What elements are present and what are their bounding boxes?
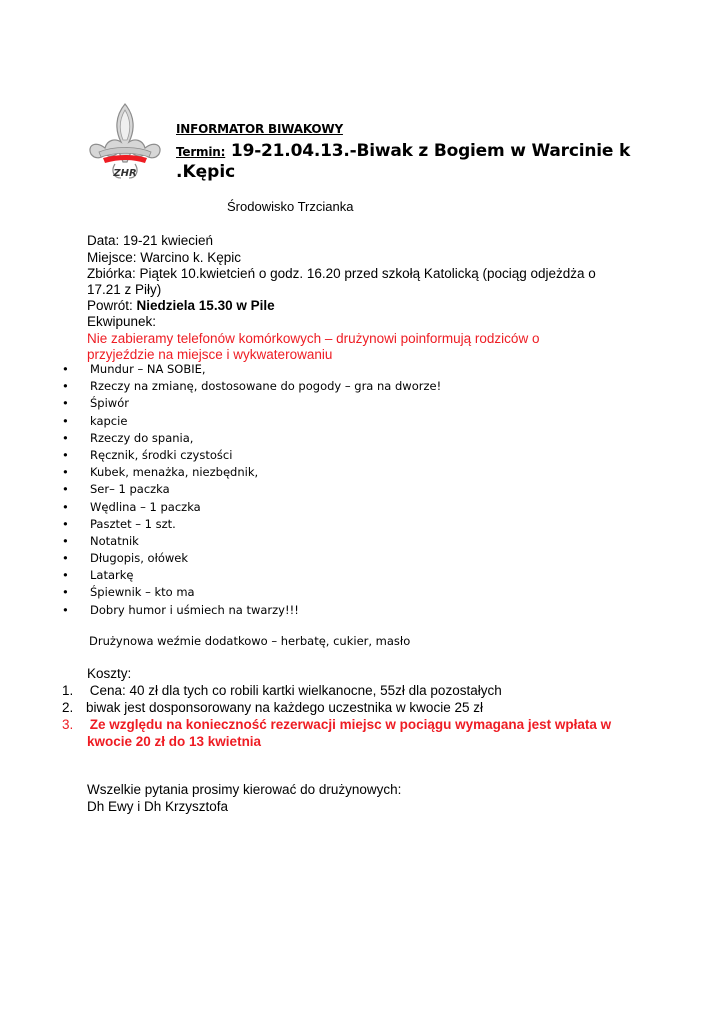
- list-item: • Długopis, ołówek: [62, 551, 189, 566]
- note-druzynowa: Drużynowa weźmie dodatkowo – herbatę, cukier, masło: [89, 634, 411, 648]
- info-zbiorka-line2: 17.21 z Piły): [87, 282, 162, 297]
- info-data: Data: 19-21 kwiecień: [87, 233, 214, 248]
- contact-line1: Wszelkie pytania prosimy kierować do drużynowych:: [87, 782, 402, 797]
- bullet-icon: •: [62, 447, 69, 462]
- list-item: • Ręcznik, środki czystości: [62, 447, 233, 462]
- bullet-icon: •: [62, 413, 69, 428]
- list-item: • Śpiewnik – kto ma: [62, 585, 195, 600]
- list-item: • Notatnik: [62, 533, 139, 548]
- termin-continuation: .Kępic: [176, 162, 236, 182]
- list-item: • Kubek, menażka, niezbędnik,: [62, 465, 259, 480]
- srodowisko: Środowisko Trzcianka: [227, 199, 354, 214]
- bullet-icon: •: [62, 568, 69, 583]
- info-powrot: [87, 298, 275, 313]
- powrot-label: Powrót:: [87, 298, 137, 313]
- bullet-icon: •: [62, 533, 69, 548]
- koszty-item-2: 2. biwak jest dosponsorowany na każdego uczestnika w kwocie 25 zł: [62, 700, 483, 715]
- bullet-icon: •: [62, 499, 69, 514]
- zhr-fleur-de-lis-logo: [85, 100, 165, 190]
- bullet-icon: •: [62, 396, 69, 411]
- bullet-icon: •: [62, 585, 69, 600]
- termin-line: [176, 141, 630, 161]
- koszty-item-3-cont: kwocie 20 zł do 13 kwietnia: [87, 734, 262, 749]
- document-title: INFORMATOR BIWAKOWY: [176, 122, 343, 136]
- info-miejsce: Miejsce: Warcino k. Kępic: [87, 250, 242, 265]
- list-item: • Latarkę: [62, 568, 134, 583]
- bullet-icon: •: [62, 379, 69, 394]
- bullet-icon: •: [62, 516, 69, 531]
- list-item: • Śpiwór: [62, 396, 129, 411]
- bullet-icon: •: [62, 602, 69, 617]
- equipment-list: [62, 362, 441, 620]
- bullet-icon: •: [62, 482, 69, 497]
- termin-label: Termin:: [176, 145, 226, 159]
- bullet-icon: •: [62, 430, 69, 445]
- koszty-item-1: 1. Cena: 40 zł dla tych co robili kartki wielkanocne, 55zł dla pozostałych: [62, 683, 502, 698]
- info-ekwipunek: Ekwipunek:: [87, 314, 157, 329]
- contact-line2: Dh Ewy i Dh Krzysztofa: [87, 799, 229, 814]
- logo-text: ZHR: [113, 168, 137, 179]
- warning-line1: Nie zabieramy telefonów komórkowych – drużynowi poinformują rodziców o: [87, 331, 540, 346]
- list-item: • Rzeczy do spania,: [62, 430, 194, 445]
- bullet-icon: •: [62, 465, 69, 480]
- koszty-item-3: 3. Ze względu na konieczność rezerwacji miejsc w pociągu wymagana jest wpłata w: [62, 717, 612, 732]
- warning-line2: przyjeździe na miejsce i wykwaterowaniu: [87, 347, 333, 362]
- termin-value: 19-21.04.13.-Biwak z Bogiem w Warcinie k: [225, 141, 631, 161]
- list-item: • Pasztet – 1 szt.: [62, 516, 176, 531]
- list-item: • kapcie: [62, 413, 128, 428]
- bullet-icon: •: [62, 362, 69, 376]
- bullet-icon: •: [62, 551, 69, 566]
- list-item: • Dobry humor i uśmiech na twarzy!!!: [62, 602, 299, 617]
- list-item: • Mundur – NA SOBIE,: [62, 362, 206, 376]
- powrot-value: Niedziela 15.30 w Pile: [136, 298, 275, 313]
- koszty-label: Koszty:: [87, 666, 132, 681]
- info-zbiorka-line1: Zbiórka: Piątek 10.kwietcień o godz. 16.20 przed szkołą Katolicką (pociąg odjeżdża o: [87, 266, 596, 281]
- list-item: • Ser– 1 paczka: [62, 482, 170, 497]
- list-item: • Rzeczy na zmianę, dostosowane do pogody – gra na dworze!: [62, 379, 442, 394]
- list-item: • Wędlina – 1 paczka: [62, 499, 201, 514]
